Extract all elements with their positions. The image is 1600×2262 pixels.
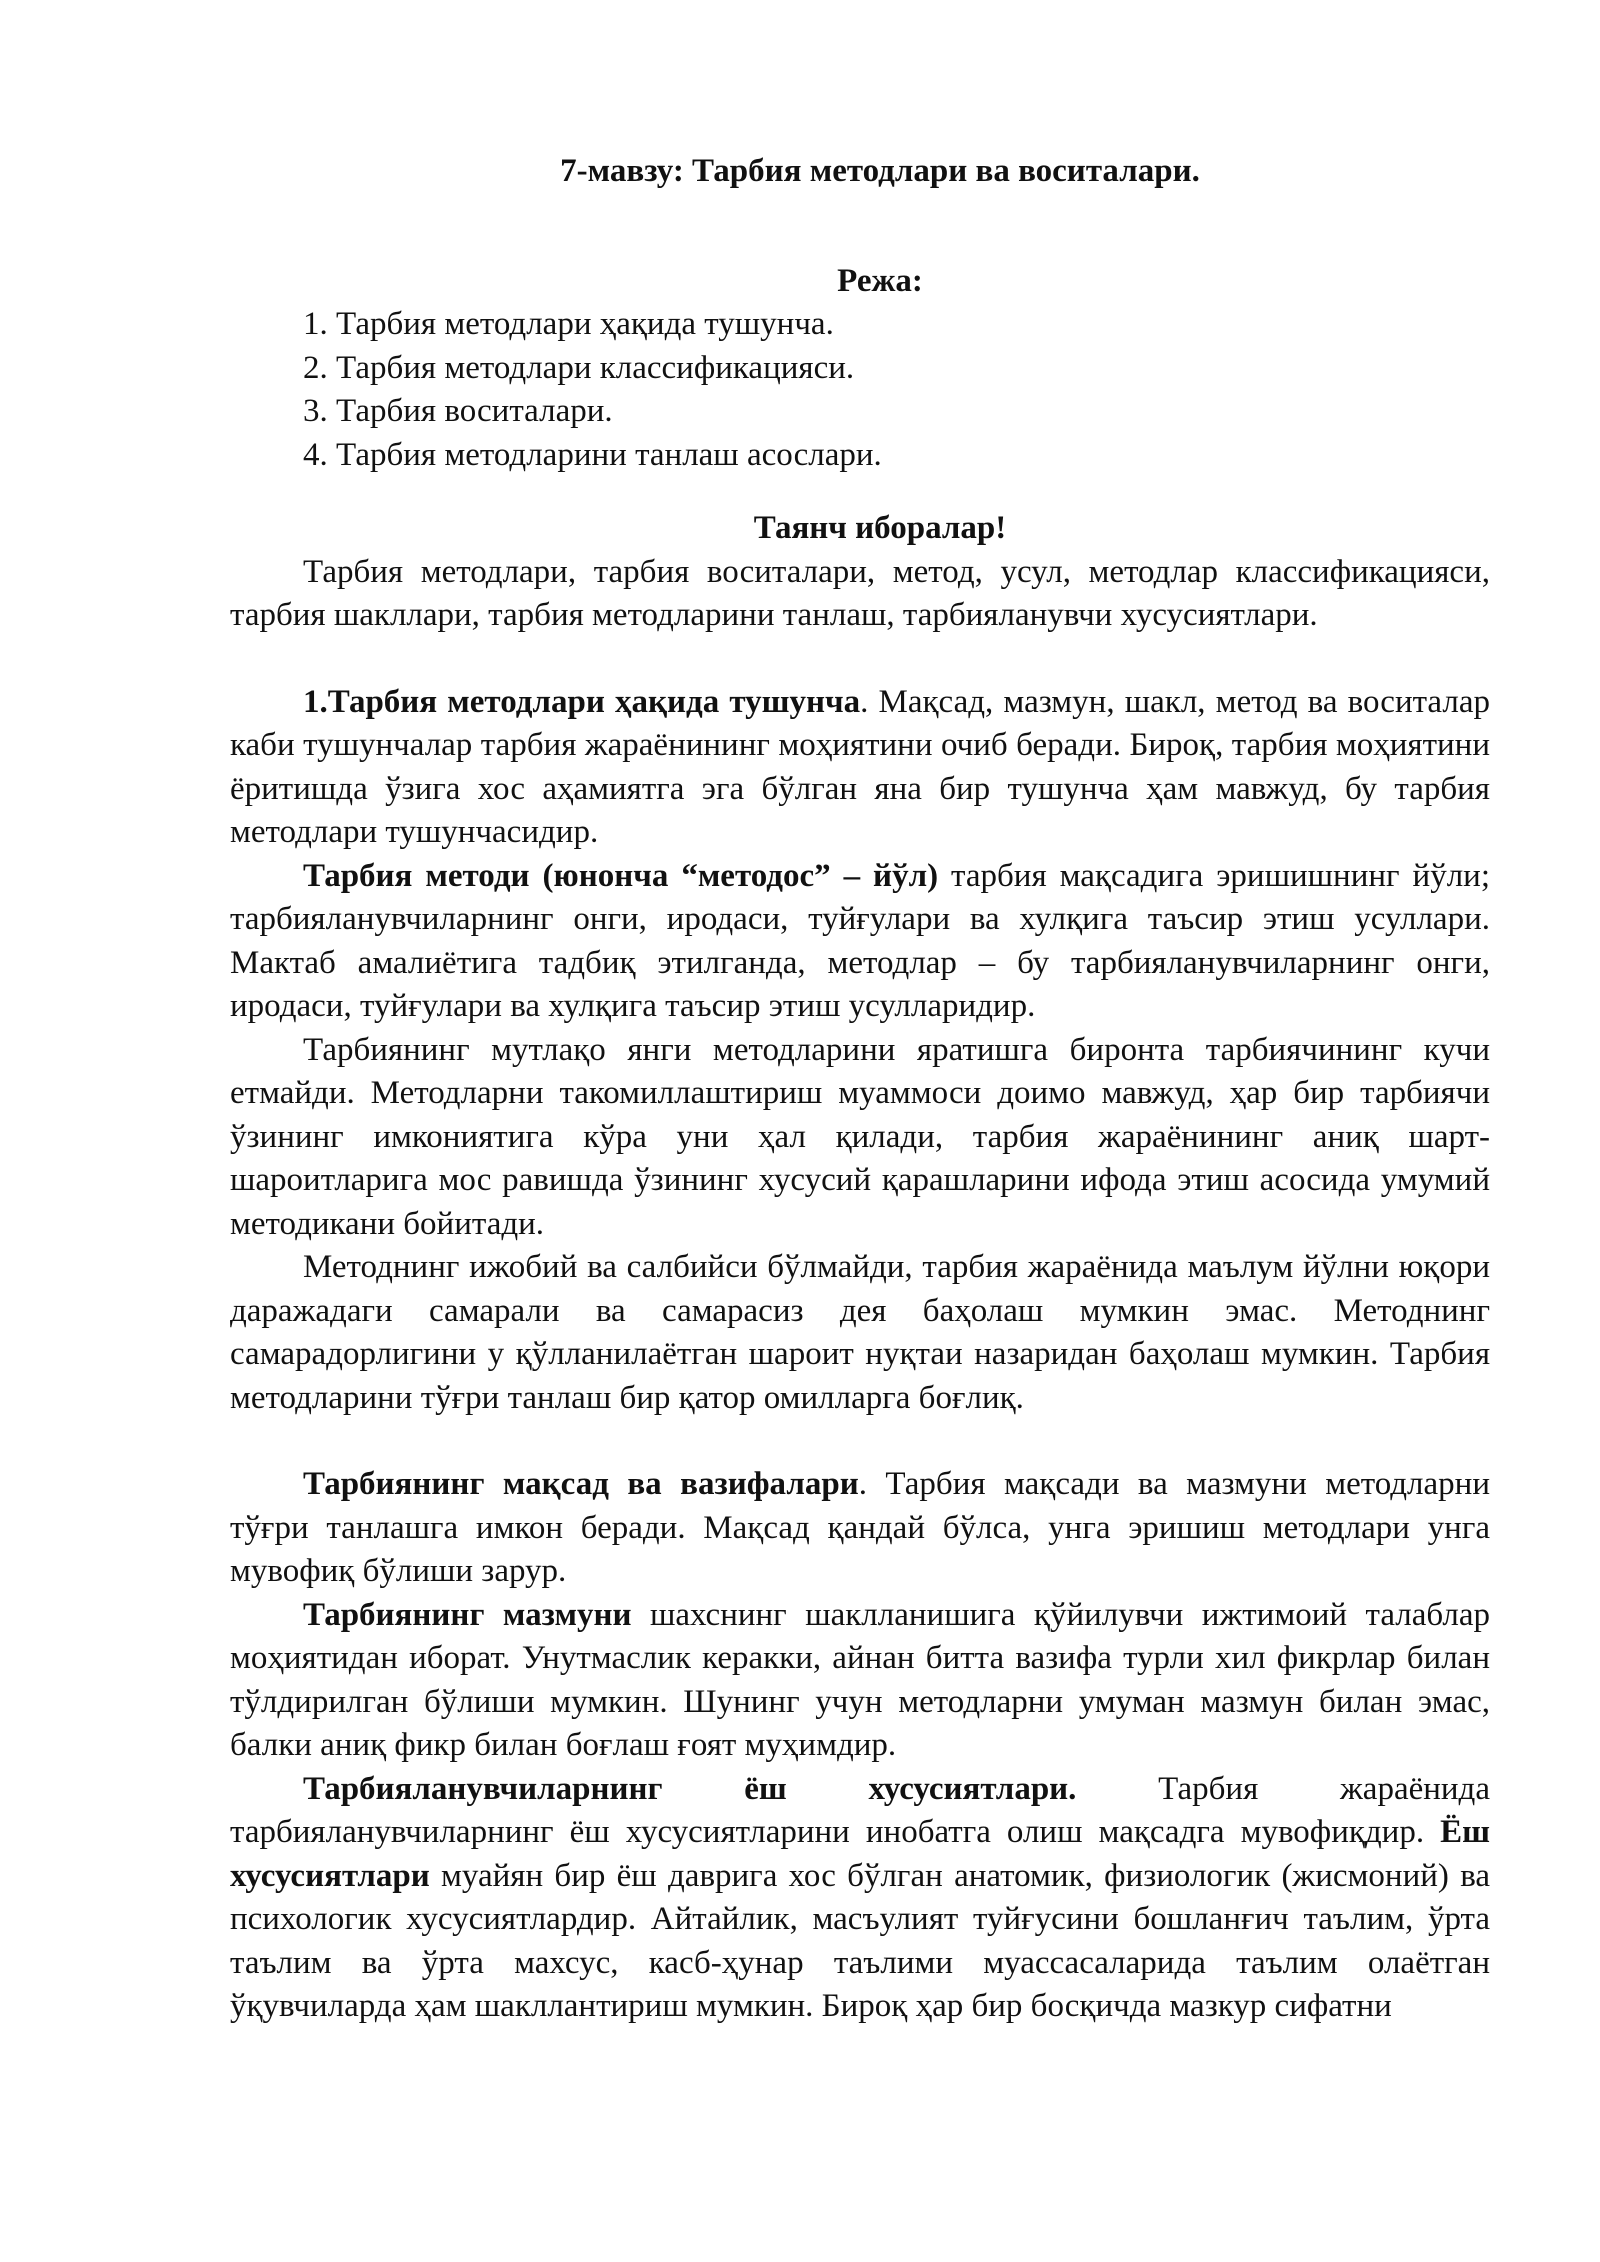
paragraph-text: муайян бир ёш даврига хос бўлган анатомик, физиологик (жисмоний) ва психологик хусусиятлардир. Айтайлик, масъулият туйғусини бошланғич таълим, ўрта таълим ва ўрта махсус, касб-ҳунар таълими муассасаларида таълим олаётган ўқувчиларда ҳам шакллантириш мумкин. Бироқ ҳар бир босқичда мазкур сифатни	[230, 1857, 1490, 2024]
section1-heading: 1.Тарбия методлари ҳақида тушунча	[303, 683, 861, 720]
paragraph-text: шахснинг шаклланишига қўйилувчи ижтимоий талаблар моҳиятидан иборат. Унутмаслик керакки, айнан битта вазифа турли хил фикрлар билан тўлдирилган бўлиши мумкин. Шунинг учун методларни умуман мазмун билан эмас, балки аниқ фикр билан боғлаш ғоят муҳимдир.	[230, 1596, 1490, 1763]
plan-item: 1. Тарбия методлари ҳақида тушунча.	[303, 306, 834, 342]
section1-paragraph-3: Тарбиянинг мутлақо янги методларини яратишга биронта тарбиячининг кучи етмайди. Методларни такомиллаштириш муаммоси доимо мавжуд, ҳар бир тарбиячи ўзининг имкониятига кўра уни ҳал қилади, тарбия жараёнининг аниқ шарт-шароитларига мос равишда ўзининг хусусий қарашларини ифода этиш асосида умумий методикани бойитади.	[230, 1031, 1490, 1242]
plan-item: 4. Тарбия методларини танлаш асослари.	[303, 436, 882, 473]
page-title: 7-мавзу: Тарбия методлари ва воситалари.	[560, 153, 1200, 189]
paragraph-text: . Тарбия мақсади ва мазмуни методларни тўғри танлашга имкон беради. Мақсад қандай бўлса, унга эришиш методлари унга мувофиқ бўлиши зарур.	[230, 1466, 1490, 1589]
keywords-text: Тарбия методлари, тарбия воситалари, метод, усул, методлар классификацияси, тарбия шакллари, тарбия методларини танлаш, тарбияланувчи хусусиятлари.	[230, 553, 1490, 633]
plan-item: 2. Тарбия методлари классификацияси.	[303, 349, 855, 386]
term-content: Тарбиянинг мазмуни	[303, 1596, 632, 1633]
section1-paragraph-2	[230, 855, 1490, 1029]
plan-heading: Режа:	[837, 262, 923, 299]
plan-item: 3. Тарбия воситалари.	[303, 393, 613, 429]
term-age-features-inline: Ёш хусусиятлари	[230, 1814, 1490, 1894]
section2-paragraph-2	[230, 1594, 1490, 1768]
paragraph-text: Тарбия жараёнида тарбияланувчиларнинг ёш хусусиятларини инобатга олиш мақсадга мувофиқдир.	[230, 1770, 1490, 1850]
keywords-heading: Таянч иборалар!	[753, 510, 1007, 546]
section2-paragraph-1	[230, 1463, 1490, 1594]
section2-paragraph-3	[230, 1768, 1490, 2029]
document-page	[230, 150, 1490, 2029]
term-age-features: Тарбияланувчиларнинг ёш хусусиятлари.	[303, 1770, 1077, 1807]
plan-list	[230, 303, 1490, 477]
term-goals-tasks: Тарбиянинг мақсад ва вазифалари	[303, 1466, 859, 1502]
paragraph-text: . Мақсад, мазмун, шакл, метод ва воситалар каби тушунчалар тарбия жараёнининг моҳиятини очиб беради. Бироқ, тарбия моҳиятини ёритишда ўзига хос аҳамиятга эга бўлган яна бир тушунча ҳам мавжуд, бу тарбия методлари тушунчасидир.	[230, 683, 1490, 850]
paragraph-text: тарбия мақсадига эришишнинг йўли; тарбияланувчиларнинг онги, иродаси, туйғулари ва хулқига таъсир этиш усуллари. Мактаб амалиётига тадбиқ этилганда, методлар – бу тарбияланувчиларнинг онги, иродаси, туйғулари ва хулқига таъсир этиш усулларидир.	[230, 857, 1491, 1024]
section1-paragraph-4: Методнинг ижобий ва салбийси бўлмайди, тарбия жараёнида маълум йўлни юқори даражадаги самарали ва самарасиз дея баҳолаш мумкин эмас. Методнинг самарадорлигини у қўлланилаётган шароит нуқтаи назаридан баҳолаш мумкин. Тарбия методларини тўғри танлаш бир қатор омилларга боғлиқ.	[230, 1249, 1490, 1416]
term-method-definition: Тарбия методи (юнонча “методос” – йўл)	[303, 857, 939, 894]
section1-paragraph-1	[230, 681, 1490, 855]
